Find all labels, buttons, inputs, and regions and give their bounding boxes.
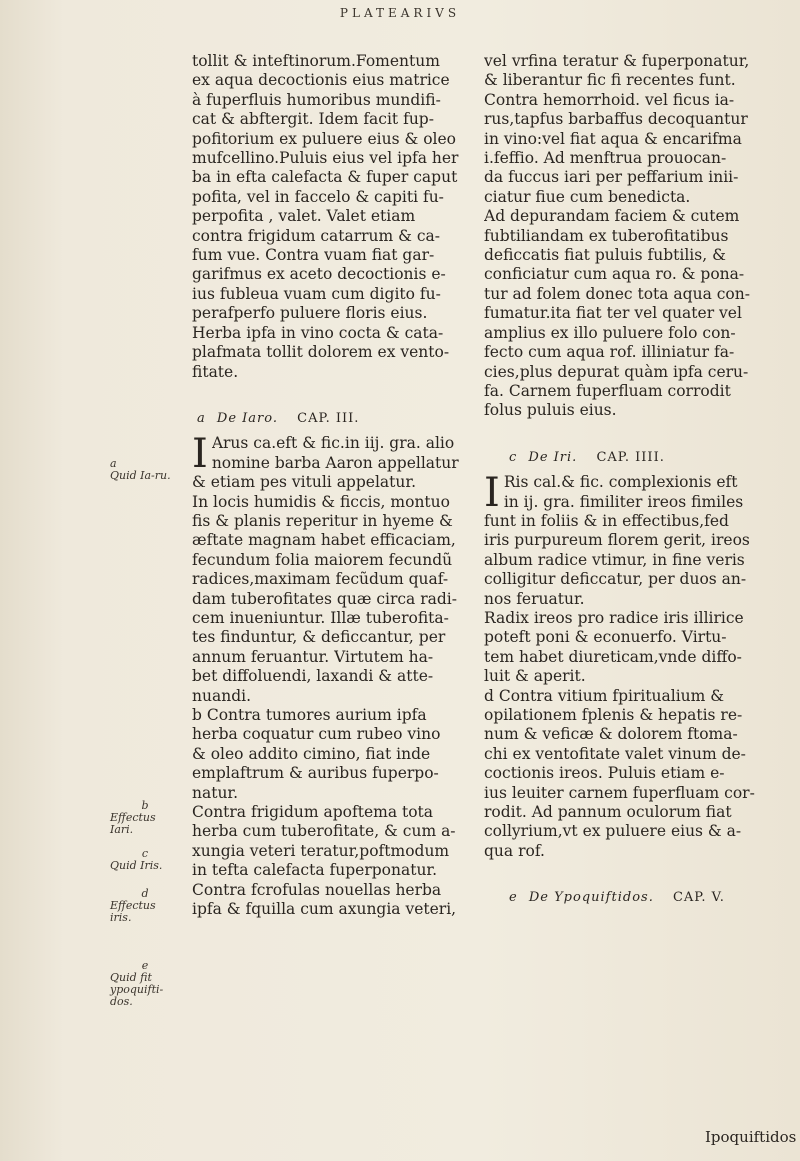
text-line: rodit. Ad pannum oculorum fiat xyxy=(484,803,732,822)
text-line: qua rof. xyxy=(484,841,545,860)
text-line: Contra fcrofulas nouellas herba xyxy=(192,880,442,899)
text-line: ba in efta calefacta & fuper caput xyxy=(192,168,458,187)
margin-note-quid-fit-ypoquistidos xyxy=(110,960,180,1008)
text-line: Ad depurandam faciem & cutem xyxy=(484,207,740,226)
text-line: natur. xyxy=(192,783,239,802)
margin-mark-e: e xyxy=(141,959,149,972)
text-line: ciatur fiue cum benedicta. xyxy=(484,187,691,206)
text-line: mufcellino.Puluis eius vel ipfa her xyxy=(192,149,459,168)
heading-mark: e xyxy=(509,890,518,906)
margin-note-quid-iris xyxy=(110,848,180,872)
text-line: fa. Carnem fuperfluam corrodit xyxy=(484,381,731,400)
chapter-heading-de-iri xyxy=(484,448,779,467)
text-line: tollit & inteftinorum.Fomentum xyxy=(192,52,440,70)
text-line: ex aqua decoctionis eius matrice xyxy=(192,71,450,90)
text-line: annum feruantur. Virtutem ha- xyxy=(192,647,434,666)
text-line: funt in foliis & in effectibus,fed xyxy=(484,511,729,530)
initial-letter: I xyxy=(484,470,500,517)
margin-note-effectus-iris xyxy=(110,888,180,924)
text-line: Contra frigidum apoftema tota xyxy=(192,803,434,822)
text-line: & oleo addito cimino, fiat inde xyxy=(192,744,431,763)
text-line: collyrium,vt ex puluere eius & a- xyxy=(484,822,742,841)
text-line: tem habet diureticam,vnde diffo- xyxy=(484,647,742,666)
text-line: b Contra tumores aurium ipfa xyxy=(192,706,427,724)
text-line: conficiatur cum aqua ro. & pona- xyxy=(484,265,745,284)
text-line: perafperfo puluere floris eius. xyxy=(192,304,428,323)
text-line: fitate. xyxy=(192,362,239,381)
heading-cap: CAP. III. xyxy=(297,410,360,426)
spacer xyxy=(484,861,779,880)
text-block xyxy=(484,470,779,861)
heading-cap: CAP. IIII. xyxy=(596,449,665,465)
text-line: In locis humidis & ficcis, montuo xyxy=(192,492,450,511)
text-line: deficcatis fiat puluis fubtilis, & xyxy=(484,246,726,265)
text-line: dam tuberofitates quæ circa radi- xyxy=(192,589,457,608)
text-line: bet diffoluendi, laxandi & atte- xyxy=(192,667,434,686)
text-line: d Contra vitium fpiritualium & xyxy=(484,686,725,705)
text-line: in ij. gra. fimiliter ireos fimiles xyxy=(503,492,744,511)
text-line: ius fubleua vuam cum digito fu- xyxy=(192,284,441,303)
spacer xyxy=(484,421,779,440)
text-line: iris purpureum florem gerit, ireos xyxy=(484,531,750,550)
margin-mark-b: b xyxy=(141,799,149,812)
text-line: cem inueniuntur. Illæ tuberofita- xyxy=(192,608,449,627)
heading-title: De Iaro. xyxy=(216,410,278,426)
text-line: à fuperfluis humoribus mundifi- xyxy=(192,90,441,109)
text-line: num & veficæ & dolorem ftoma- xyxy=(484,725,738,744)
text-line: in tefta calefacta fuperponatur. xyxy=(192,861,438,880)
text-line: contra frigidum catarrum & ca- xyxy=(192,226,441,245)
text-line: plafmata tollit dolorem ex vento- xyxy=(192,343,450,362)
text-line: da fuccus iari per peffarium inii- xyxy=(484,168,739,187)
running-head: PLATEARIVS xyxy=(339,6,461,20)
text-line: perpofita , valet. Valet etiam xyxy=(192,207,416,226)
text-line: Ris cal.& fic. complexionis eft xyxy=(503,473,738,492)
text-line: fubtiliandam ex tuberofitatibus xyxy=(484,226,729,245)
text-line: fecto cum aqua rof. illiniatur fa- xyxy=(484,343,735,362)
text-line: opilationem fplenis & hepatis re- xyxy=(484,706,743,724)
heading-cap: CAP. V. xyxy=(672,890,725,906)
text-line: album radice vtimur, in fine veris xyxy=(484,550,745,569)
text-line: Radix ireos pro radice iris illirice xyxy=(484,608,744,627)
text-line: herba coquatur cum rubeo vino xyxy=(192,725,441,744)
margin-note-text: Effectus Iari. xyxy=(110,811,156,836)
text-line: fum vue. Contra vuam fiat gar- xyxy=(192,246,435,265)
text-block xyxy=(192,52,477,382)
chapter-heading-de-iaro xyxy=(192,409,477,428)
margin-note-text: Quid Iris. xyxy=(110,859,163,872)
text-line: i.feffio. Ad menftrua prouocan- xyxy=(484,149,727,168)
text-line: radices,maximam fecũdum quaf- xyxy=(192,570,449,589)
margin-mark-d: d xyxy=(141,887,149,900)
text-line: luit & aperit. xyxy=(484,667,586,686)
margin-note-text: Quid fit ypoquifti-dos. xyxy=(110,971,164,1008)
text-line: in vino:vel fiat aqua & encarifma xyxy=(484,129,742,148)
text-line: vel vrfina teratur & fuperponatur, xyxy=(484,52,750,70)
text-line: Herba ipfa in vino cocta & cata- xyxy=(192,323,444,342)
chapter-heading-de-ypoquistidos xyxy=(484,888,779,907)
text-line: tes finduntur, & deficcantur, per xyxy=(192,628,446,647)
text-line: herba cum tuberofitate, & cum a- xyxy=(192,822,456,841)
right-column xyxy=(484,52,779,914)
text-line: nos feruatur. xyxy=(484,589,585,608)
text-block xyxy=(192,431,477,919)
initial-letter: I xyxy=(192,431,208,478)
text-line: fumatur.ita fiat ter vel quater vel xyxy=(484,304,742,323)
text-line: fecundum folia maiorem fecundũ xyxy=(192,550,453,569)
text-line: Arus ca.eft & fic.in iij. gra. alio xyxy=(211,434,455,453)
text-line: colligitur deficcatur, per duos an- xyxy=(484,570,747,589)
text-line: ius leuiter carnem fuperfluam cor- xyxy=(484,783,755,802)
left-column xyxy=(192,52,477,919)
text-line: rus,tapfus barbaffus decoquantur xyxy=(484,110,748,129)
heading-title: De Ypoquiftidos. xyxy=(528,890,654,906)
text-line: fis & planis reperitur in hyeme & xyxy=(192,511,453,530)
text-line: chi ex ventofitate valet vinum de- xyxy=(484,744,746,763)
heading-title: De Iri. xyxy=(528,449,578,465)
text-line: xungia veteri teratur,poftmodum xyxy=(192,841,450,860)
text-line: & etiam pes vituli appelatur. xyxy=(192,473,416,492)
text-line: cat & abftergit. Idem facit fup- xyxy=(192,110,434,129)
text-line: garifmus ex aceto decoctionis e- xyxy=(192,265,446,284)
text-line: æftate magnam habet efficaciam, xyxy=(192,531,456,550)
text-line: folus puluis eius. xyxy=(484,401,617,420)
margin-note-text: Quid Ia-ru. xyxy=(110,469,171,482)
text-line: amplius ex illo puluere folo con- xyxy=(484,323,736,342)
text-line: Contra hemorrhoid. vel ficus ia- xyxy=(484,90,735,109)
text-line: pofita, vel in faccelo & capiti fu- xyxy=(192,187,444,206)
text-line: coctionis ireos. Puluis etiam e- xyxy=(484,764,725,783)
spacer xyxy=(192,382,477,401)
margin-mark-a: a xyxy=(110,457,117,470)
text-line: emplaftrum & auribus fuperpo- xyxy=(192,764,439,783)
margin-note-text: Effectus iris. xyxy=(110,899,156,924)
heading-mark: a xyxy=(197,410,206,426)
margin-mark-c: c xyxy=(141,847,149,860)
margin-note-effectus-iari xyxy=(110,800,180,836)
text-line: nuandi. xyxy=(192,686,251,705)
text-line: poteft poni & econuerfo. Virtu- xyxy=(484,628,727,647)
text-line: ipfa & fquilla cum axungia veteri, xyxy=(192,900,457,919)
text-line: nomine barba Aaron appellatur xyxy=(211,453,459,472)
text-line: cies,plus depurat quàm ipfa ceru- xyxy=(484,362,749,381)
margin-note-quid-iaru xyxy=(110,458,180,482)
text-block xyxy=(484,52,779,421)
text-line: & liberantur fic fi recentes funt. xyxy=(484,71,736,90)
text-line: tur ad folem donec tota aqua con- xyxy=(484,284,750,303)
catchword: Ipoquiftidos xyxy=(705,1128,797,1146)
heading-mark: c xyxy=(509,449,518,465)
text-line: pofitorium ex puluere eius & oleo xyxy=(192,129,457,148)
